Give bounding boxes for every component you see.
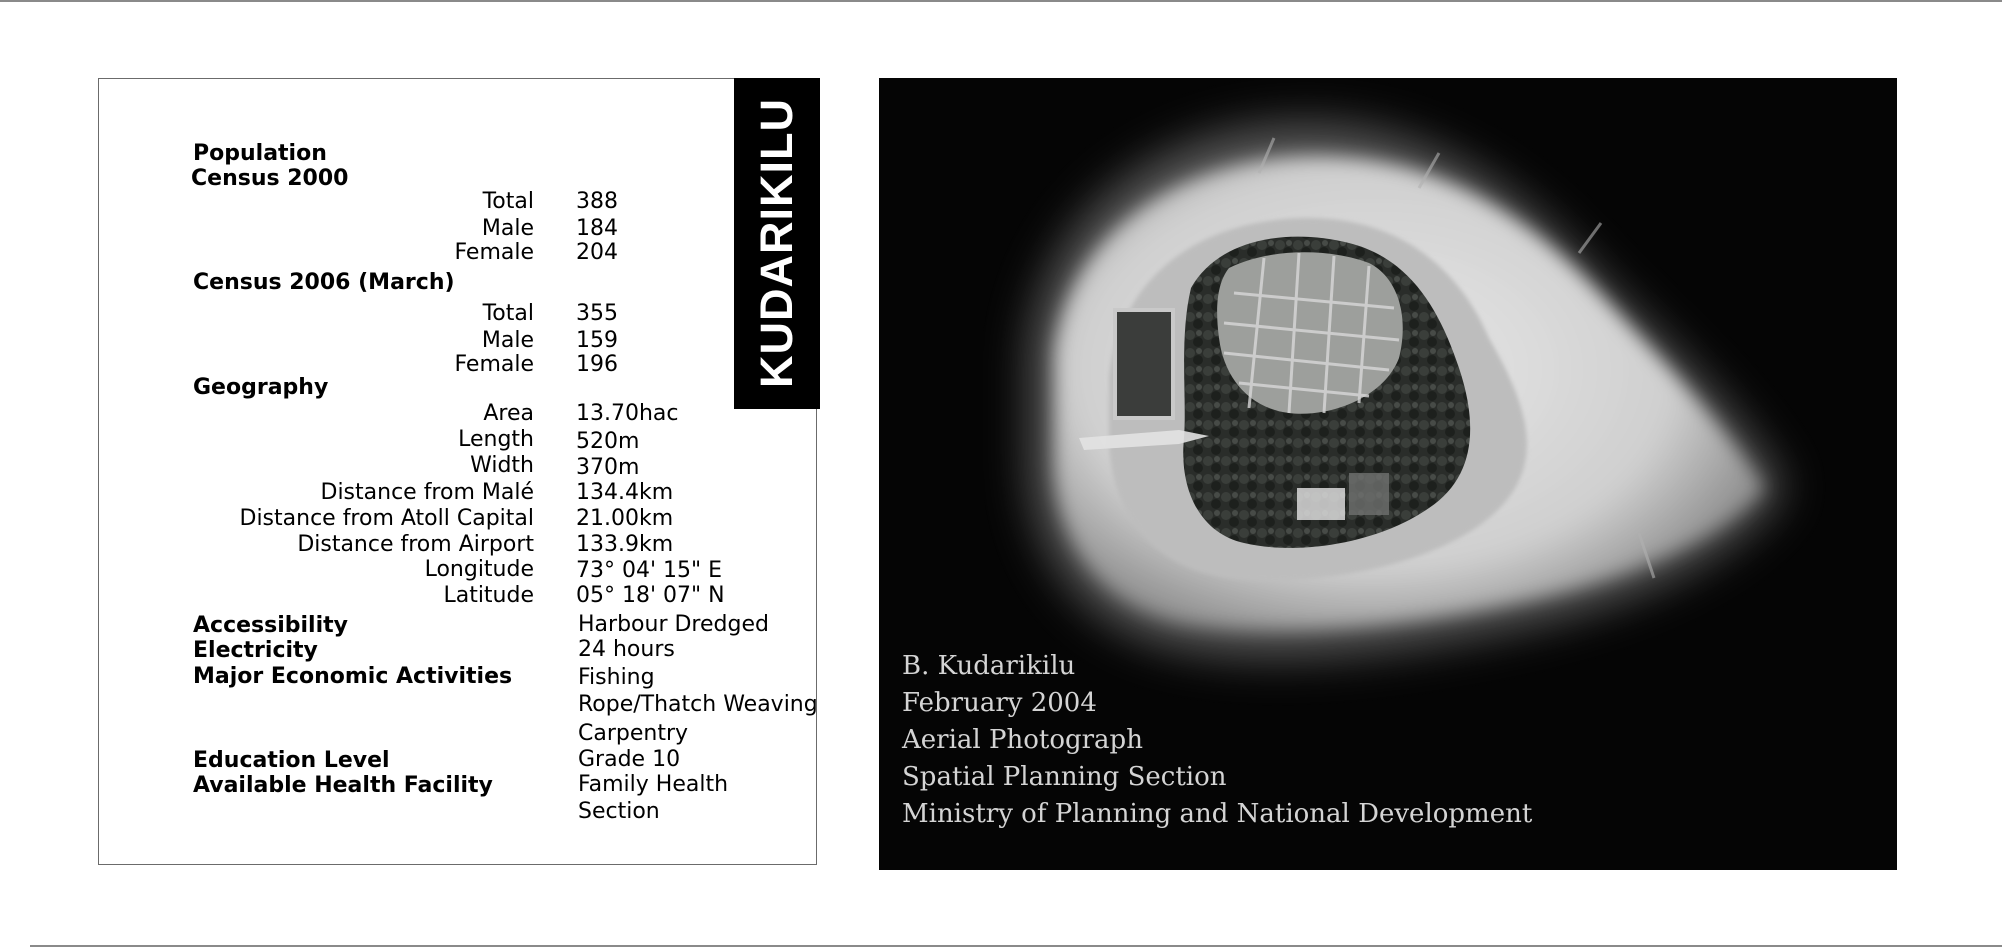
caption-location: B. Kudarikilu xyxy=(902,651,1076,681)
census-2006-female-value: 196 xyxy=(576,352,618,377)
economic-activity-2: Rope/Thatch Weaving xyxy=(578,692,818,717)
width-value: 370m xyxy=(576,455,640,480)
caption-date: February 2004 xyxy=(902,688,1097,718)
census-2000-female-value: 204 xyxy=(576,240,618,265)
area-label: Area xyxy=(483,401,534,426)
health-facility-value-2: Section xyxy=(578,799,660,824)
top-rule xyxy=(0,0,2002,2)
accessibility-value: Harbour Dredged xyxy=(578,612,769,637)
caption-type: Aerial Photograph xyxy=(902,725,1143,755)
island-title: KUDARIKILU xyxy=(751,98,802,388)
distance-atoll-capital-label: Distance from Atoll Capital xyxy=(239,506,534,531)
caption-section: Spatial Planning Section xyxy=(902,762,1227,792)
distance-male-label: Distance from Malé xyxy=(320,480,534,505)
economic-activity-1: Fishing xyxy=(578,665,655,690)
distance-male-value: 134.4km xyxy=(576,480,674,505)
length-value: 520m xyxy=(576,429,640,454)
census-2006-total-value: 355 xyxy=(576,301,618,326)
distance-atoll-capital-value: 21.00km xyxy=(576,506,674,531)
census-2000-heading: Census 2000 xyxy=(191,166,349,191)
latitude-value: 05° 18' 07" N xyxy=(576,583,725,608)
info-card xyxy=(98,78,817,865)
census-2000-total-label: Total xyxy=(482,189,534,214)
area-value: 13.70hac xyxy=(576,401,679,426)
education-level-label: Education Level xyxy=(193,748,390,773)
census-2000-total-value: 388 xyxy=(576,189,618,214)
economic-activity-3: Carpentry xyxy=(578,721,689,746)
census-2000-male-value: 184 xyxy=(576,216,618,241)
aerial-photograph xyxy=(879,78,1897,870)
distance-airport-value: 133.9km xyxy=(576,532,674,557)
census-2000-female-label: Female xyxy=(454,240,534,265)
bottom-rule xyxy=(30,945,2002,947)
length-label: Length xyxy=(458,427,534,452)
geography-heading: Geography xyxy=(193,375,329,400)
electricity-label: Electricity xyxy=(193,638,318,663)
longitude-label: Longitude xyxy=(424,557,534,582)
census-2006-female-label: Female xyxy=(454,352,534,377)
census-2000-male-label: Male xyxy=(481,216,534,241)
caption-ministry: Ministry of Planning and National Development xyxy=(902,799,1533,829)
width-label: Width xyxy=(470,453,534,478)
census-2006-male-value: 159 xyxy=(576,328,618,353)
latitude-label: Latitude xyxy=(443,583,534,608)
population-heading: Population xyxy=(193,141,327,166)
health-facility-value-1: Family Health xyxy=(578,772,729,797)
longitude-value: 73° 04' 15" E xyxy=(576,558,723,583)
electricity-value: 24 hours xyxy=(578,637,675,662)
census-2006-male-label: Male xyxy=(481,328,534,353)
health-facility-label: Available Health Facility xyxy=(193,773,493,798)
census-2006-total-label: Total xyxy=(482,301,534,326)
accessibility-label: Accessibility xyxy=(193,613,348,638)
distance-airport-label: Distance from Airport xyxy=(297,532,534,557)
education-level-value: Grade 10 xyxy=(578,747,681,772)
economic-activities-label: Major Economic Activities xyxy=(193,664,513,689)
census-2006-heading: Census 2006 (March) xyxy=(193,270,455,295)
